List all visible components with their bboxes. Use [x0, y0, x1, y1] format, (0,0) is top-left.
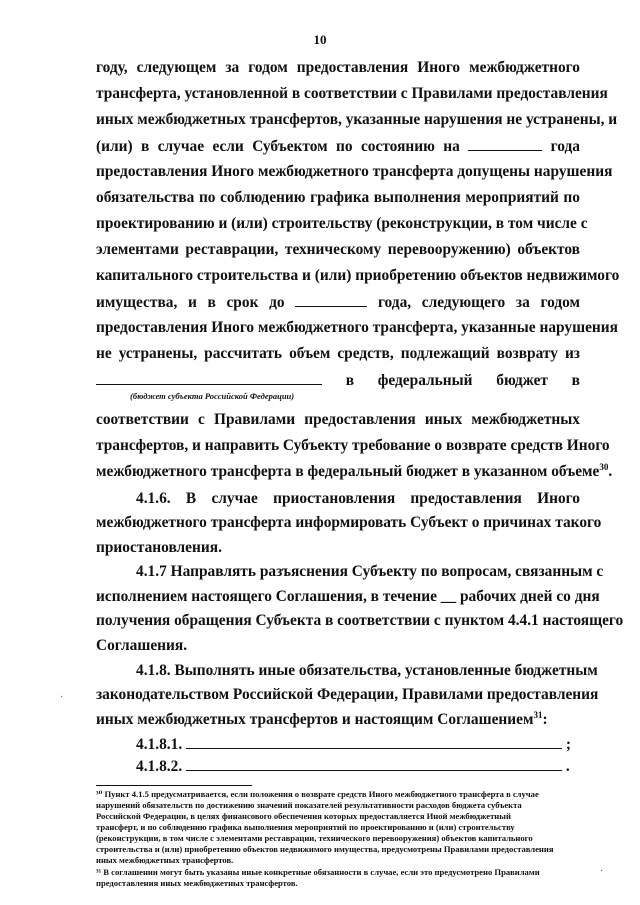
text-line [96, 136, 580, 157]
text-segment: имущества, и в срок до [96, 294, 285, 311]
footnote-line: ³¹ В соглашении могут быть указаны иные конкретные обязанности в случае, если это предусмотрено Правилами [96, 867, 540, 877]
blank-caption: (бюджет субъекта Российской Федерации) [130, 391, 295, 401]
item-end: ; [565, 736, 572, 753]
item-label: 4.1.8.2. [136, 758, 183, 775]
text-segment: (или) в случае если Субъектом по состоянию на [96, 138, 460, 155]
text-line: обязательства по соблюдению графика выполнения мероприятий по [96, 189, 580, 206]
text-line [96, 370, 580, 391]
footnote-ref: 31 [533, 709, 543, 720]
footnote-ref: 30 [599, 461, 609, 472]
text-line: иных межбюджетных трансфертов, указанные нарушения не устранены, и [96, 111, 618, 128]
footnote-line: иных межбюджетных трансфертов. [96, 855, 234, 865]
footnote-line: ³⁰ Пункт 4.1.5 предусматривается, если положения о возврате средств Иного межбюджетного трансферта в случае [96, 789, 539, 799]
text-line: не устранены, рассчитать объем средств, подлежащий возврату из [96, 345, 580, 362]
text-line: предоставления Иного межбюджетного трансферта, указанные нарушения [96, 319, 618, 336]
list-item [136, 756, 580, 777]
text-line [96, 710, 580, 730]
scan-speck: · [60, 692, 64, 703]
text-line: трансферта, установленной в соответствии с Правилами предоставления [96, 85, 608, 102]
date-blank [468, 136, 542, 151]
text-line: предоставления Иного межбюджетного трансферта допущены нарушения [96, 163, 613, 180]
footnote-line: (реконструкции, в том числе с элементами реставрации, технического перевооружения) объектов капитального [96, 833, 533, 843]
text-line: проектированию и (или) строительству (реконструкции, в том числе с [96, 215, 588, 232]
text-line: межбюджетного трансферта информировать Субъект о причинах такого [96, 514, 602, 531]
footnote-line: Российской Федерации, в целях финансового обеспечения которых предоставляется Иной межбюджетный [96, 811, 511, 821]
footnote-line: строительства и (или) приобретению объектов недвижимого имущества, предусмотрены Правилами предоставления [96, 844, 554, 854]
text-line: трансфертов, и направить Субъекту требование о возврате средств Иного [96, 437, 610, 454]
budget-blank [96, 370, 322, 385]
text-line: 4.1.8. Выполнять иные обязательства, установленные бюджетным [136, 662, 598, 679]
text-line: получения обращения Субъекта в соответствии с пунктом 4.4.1 настоящего [96, 612, 624, 629]
text-line: исполнением настоящего Соглашения, в течение __ рабочих дней со дня [96, 588, 600, 605]
text-line [96, 292, 580, 313]
text-segment: иных межбюджетных трансфертов и настоящим Соглашением [96, 711, 534, 728]
text-segment: года, следующего за годом [377, 294, 580, 311]
item-end: . [565, 758, 570, 775]
footnote-line: нарушений обязательств по достижению значений показателей результативности расходов бюджета субъекта [96, 800, 522, 810]
item-label: 4.1.8.1. [136, 736, 183, 753]
scan-speck: · [600, 866, 604, 877]
footnote-line: трансферт, и по соблюдению графика выполнения мероприятий по проектированию и (или) строительству [96, 822, 515, 832]
item-blank [186, 734, 562, 749]
text-line: капитального строительства и (или) приобретению объектов недвижимого [96, 267, 620, 284]
list-item [136, 734, 580, 755]
footnote-line: предоставления иных межбюджетных трансфертов. [96, 878, 298, 888]
text-segment: межбюджетного трансферта в федеральный бюджет в указанном объеме [96, 463, 600, 480]
text-segment: . [608, 463, 613, 480]
text-line: году, следующем за годом предоставления Иного межбюджетного [96, 59, 580, 76]
text-line: 4.1.7 Направлять разъяснения Субъекту по вопросам, связанным с [136, 563, 604, 580]
text-line: приостановления. [96, 539, 222, 556]
text-line: законодательством Российской Федерации, Правилами предоставления [96, 686, 599, 703]
page-number: 10 [313, 32, 327, 47]
item-blank [186, 756, 562, 771]
date-blank [295, 292, 367, 307]
text-line: 4.1.6. В случае приостановления предоставления Иного [136, 490, 580, 507]
text-line [96, 461, 613, 482]
text-line: соответствии с Правилами предоставления иных межбюджетных [96, 411, 580, 428]
text-segment: : [542, 711, 548, 728]
text-segment: в федеральный бюджет в [345, 372, 580, 389]
footnote-divider [96, 785, 252, 786]
text-line: Соглашения. [96, 637, 188, 654]
text-segment: года [550, 138, 580, 155]
text-line: элементами реставрации, техническому перевооружению) объектов [96, 241, 580, 258]
